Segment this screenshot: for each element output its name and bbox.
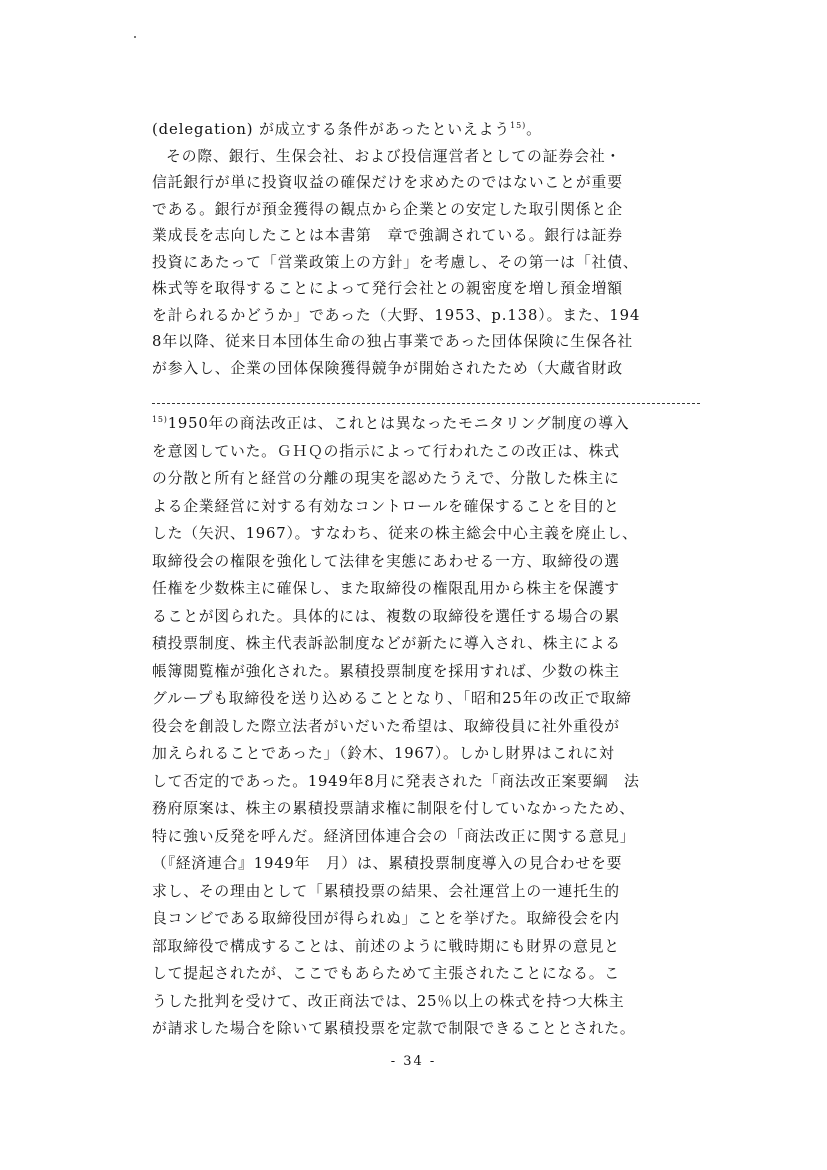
footnote-line-11: グループも取締役を送り込めることとなり、「昭和25年の改正で取締	[152, 690, 632, 707]
footnote-separator	[152, 403, 700, 406]
footnote-line-18: 求し、その理由として「累積投票の結果、会社運営上の一連托生的	[152, 882, 620, 900]
body-line-3: 信託銀行が単に投資収益の確保だけを求めたのではないことが重要	[152, 174, 623, 191]
footnote-line-2: を意図していた。ＧＨＱの指示によって行われたこの改正は、株式	[152, 442, 620, 460]
body-line-4: である。銀行が預金獲得の観点から企業との安定した取引関係と企	[152, 200, 623, 218]
footnote-line-7: 任権を少数株主に確保し、また取締役の権限乱用から株主を保護す	[152, 580, 620, 597]
footnote-line-8: ることが図られた。具体的には、複数の取締役を選任する場合の累	[152, 607, 620, 625]
body-line-2: その際、銀行、生保会社、および投信運営者としての証券会社・	[166, 147, 622, 165]
footnote-line-4: よる企業経営に対する有効なコントロールを確保することを目的と	[152, 497, 620, 515]
scan-speck	[134, 36, 136, 38]
footnote-line-16: 特に強い反発を呼んだ。経済団体連合会の「商法改正に関する意見」	[152, 827, 636, 845]
footnote-line-13: 加えられることであった」（鈴木、1967）。しかし財界はこれに対	[152, 745, 615, 762]
page-number: - 34 -	[390, 1054, 437, 1069]
footnote-line-17: （『経済連合』1949年 月）は、累積投票制度導入の見合わせを要	[152, 855, 623, 872]
footnote-ref: 15)	[510, 121, 527, 131]
footnote-line-3: の分散と所有と経営の分離の現実を認めたうえで、分散した株主に	[152, 470, 620, 487]
footnote-line-5: した（矢沢、1967）。すなわち、従来の株主総会中心主義を廃止し、	[152, 525, 638, 542]
body-line-6: 投資にあたって「営業政策上の方針」を考慮し、その第一は「社債、	[152, 253, 639, 271]
footnote-line-15: 務府原案は、株主の累積投票請求権に制限を付していなかったため、	[152, 800, 635, 817]
footnote-line-22: うした批判を受けて、改正商法では、25％以上の株式を持つ大株主	[152, 992, 625, 1010]
footnote-line-23: が請求した場合を除いて累積投票を定款で制限できることとされた。	[152, 1020, 636, 1037]
main-text	[152, 117, 700, 382]
body-line-8: を計られるかどうか」であった（大野、1953、p.138）。また、194	[152, 306, 641, 324]
footnote-marker: 15)	[152, 415, 168, 425]
footnote-line-20: 部取締役で構成することは、前述のように戦時期にも財界の意見と	[152, 937, 620, 955]
footnote-line-10: 帳簿閲覧権が強化された。累積投票制度を採用すれば、少数の株主	[152, 662, 620, 680]
body-line-9: 8年以降、従来日本団体生命の独占事業であった団体保険に生保各社	[152, 333, 634, 350]
footnote-line-19: 良コンビである取締役団が得られぬ」ことを挙げた。取締役会を内	[152, 910, 620, 927]
body-line-1: (delegation) が成立する条件があったといえよう$^{15)}$。	[152, 121, 542, 138]
body-line-10: が参入し、企業の団体保険獲得競争が開始されたため（大蔵省財政	[152, 359, 623, 377]
footnote-line-12: 役会を創設した際立法者がいだいた希望は、取締役員に社外重役が	[152, 717, 620, 735]
body-line-7: 株式等を取得することによって発行会社との親密度を増し預金増額	[152, 280, 623, 297]
footnote-line-6: 取締役会の権限を強化して法律を実態にあわせる一方、取締役の選	[152, 552, 620, 570]
footnote-line-14: して否定的であった。1949年8月に発表された「商法改正案要綱 法	[152, 772, 640, 790]
body-line-5: 業成長を志向したことは本書第 章で強調されている。銀行は証券	[152, 227, 623, 244]
footnote-line-21: して提起されたが、ここでもあらためて主張されたことになる。こ	[152, 965, 620, 982]
footnote-block	[152, 410, 702, 1043]
footnote-line-1: $^{15)}$1950年の商法改正は、これとは異なったモニタリング制度の導入	[152, 415, 630, 432]
footnote-line-9: 積投票制度、株主代表訴訟制度などが新たに導入され、株主による	[152, 635, 621, 652]
